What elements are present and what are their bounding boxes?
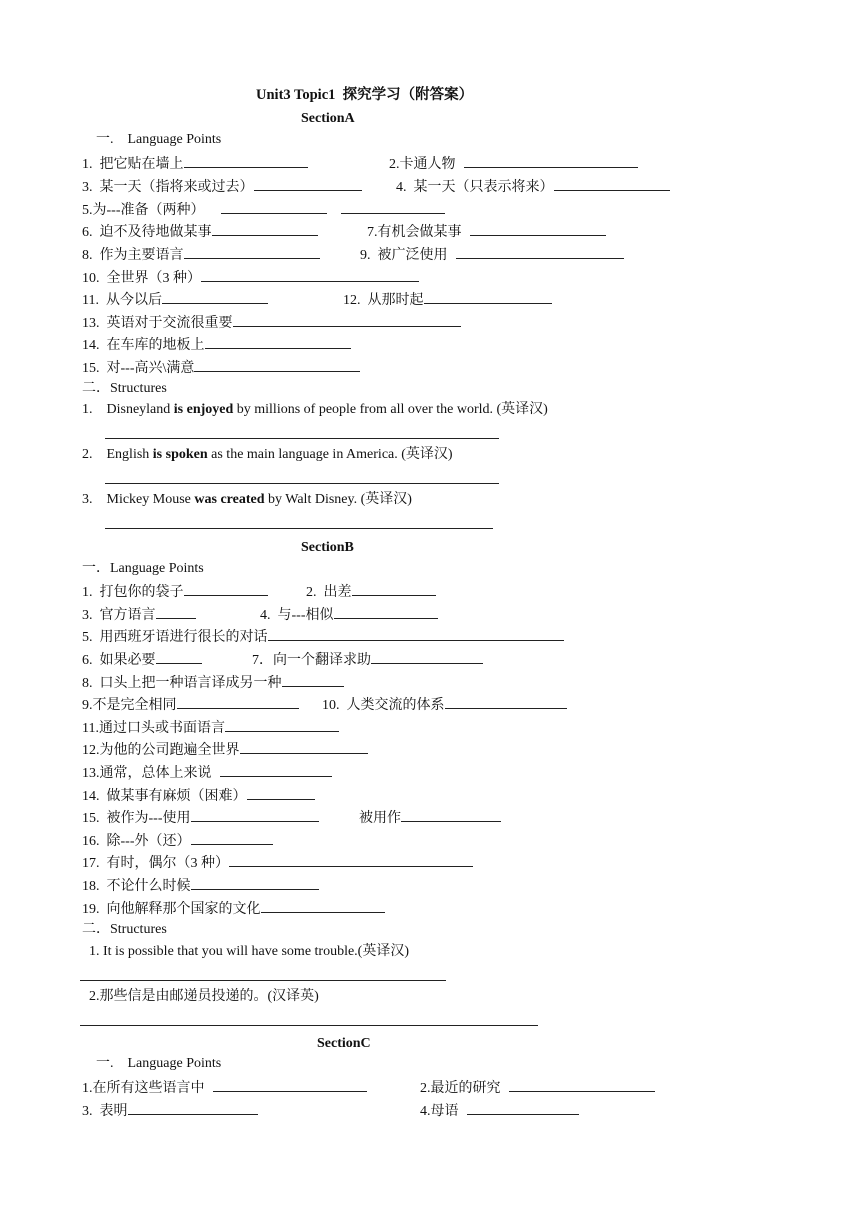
- answer-blank: [194, 358, 360, 372]
- answer-line: [80, 967, 446, 987]
- answer-blank: [213, 1078, 367, 1092]
- list-item: 8. 口头上把一种语言译成另一种: [82, 673, 344, 693]
- structure-sentence: 2.那些信是由邮递员投递的。(汉译英): [89, 989, 319, 1004]
- answer-blank: [509, 1078, 655, 1092]
- answer-blank: [191, 808, 319, 822]
- list-item: 10. 人类交流的体系: [322, 695, 567, 715]
- list-item: 11. 从今以后: [82, 290, 268, 310]
- answer-blank: [233, 313, 461, 327]
- list-item: 9.不是完全相同: [82, 695, 299, 715]
- structure-sentence: 3. Mickey Mouse was created by Walt Disney. (英译汉): [82, 492, 412, 507]
- list-item: 被用作: [359, 808, 501, 828]
- answer-blank: [191, 831, 273, 845]
- answer-blank: [205, 335, 351, 349]
- answer-blank: [191, 876, 319, 890]
- list-item: 17. 有时，偶尔（3 种）: [82, 853, 473, 873]
- list-item: 3. 表明: [82, 1101, 258, 1121]
- answer-line: [80, 1012, 538, 1032]
- section-a-heading: SectionA: [301, 111, 355, 126]
- answer-blank: [221, 200, 327, 214]
- list-item: 9. 被广泛使用: [360, 245, 624, 265]
- answer-blank: [282, 673, 344, 687]
- answer-blank: [240, 740, 368, 754]
- list-item: 3. 官方语言: [82, 605, 196, 625]
- section-c-heading: SectionC: [317, 1036, 371, 1051]
- answer-blank: [229, 853, 473, 867]
- list-item: 12. 从那时起: [343, 290, 552, 310]
- list-item: 14. 做某事有麻烦（困难）: [82, 786, 315, 806]
- list-item: 14. 在车库的地板上: [82, 335, 351, 355]
- list-item: 4. 某一天（只表示将来）: [396, 177, 670, 197]
- answer-blank: [184, 154, 308, 168]
- section-c-language-points-heading: 一. Language Points: [96, 1056, 222, 1071]
- list-item: 5. 用西班牙语进行很长的对话: [82, 627, 564, 647]
- answer-blank: [156, 650, 202, 664]
- section-b-language-points-heading: 一．Language Points: [82, 561, 204, 576]
- list-item: 1. 把它贴在墙上: [82, 154, 308, 174]
- answer-line: [105, 470, 499, 490]
- list-item: 15. 对---高兴\满意: [82, 358, 360, 378]
- list-item: 2.卡通人物: [389, 154, 638, 174]
- list-item: 16. 除---外（还）: [82, 831, 273, 851]
- list-item: 6. 如果必要: [82, 650, 202, 670]
- section-a-structures-heading: 二．Structures: [82, 381, 167, 396]
- structure-sentence: 2. English is spoken as the main language in America. (英译汉): [82, 447, 453, 462]
- list-item: 10. 全世界（3 种）: [82, 268, 419, 288]
- answer-blank: [184, 582, 268, 596]
- structure-sentence: 1. Disneyland is enjoyed by millions of people from all over the world. (英译汉): [82, 402, 548, 417]
- answer-blank: [470, 222, 606, 236]
- answer-blank: [162, 290, 268, 304]
- list-item: 5.为---准备（两种）: [82, 200, 445, 220]
- list-item: 1.在所有这些语言中: [82, 1078, 367, 1098]
- answer-blank: [467, 1101, 579, 1115]
- answer-blank: [254, 177, 362, 191]
- list-item: 2. 出差: [306, 582, 436, 602]
- answer-blank: [445, 695, 567, 709]
- list-item: 19. 向他解释那个国家的文化: [82, 899, 385, 919]
- list-item: 4. 与---相似: [260, 605, 438, 625]
- answer-blank: [554, 177, 670, 191]
- answer-blank: [341, 200, 445, 214]
- answer-blank: [201, 268, 419, 282]
- answer-blank: [212, 222, 318, 236]
- list-item: 15. 被作为---使用: [82, 808, 319, 828]
- answer-blank: [156, 605, 196, 619]
- answer-blank: [220, 763, 332, 777]
- document-title: Unit3 Topic1 探究学习（附答案）: [256, 87, 474, 103]
- list-item: 7.有机会做某事: [367, 222, 606, 242]
- list-item: 3. 某一天（指将来或过去）: [82, 177, 362, 197]
- list-item: 2.最近的研究: [420, 1078, 655, 1098]
- answer-blank: [456, 245, 624, 259]
- answer-blank: [352, 582, 436, 596]
- list-item: 11.通过口头或书面语言: [82, 718, 339, 738]
- list-item: 8. 作为主要语言: [82, 245, 320, 265]
- list-item: 13.通常，总体上来说: [82, 763, 332, 783]
- answer-blank: [247, 786, 315, 800]
- list-item: 4.母语: [420, 1101, 579, 1121]
- list-item: 13. 英语对于交流很重要: [82, 313, 461, 333]
- answer-blank: [177, 695, 299, 709]
- list-item: 1. 打包你的袋子: [82, 582, 268, 602]
- answer-blank: [334, 605, 438, 619]
- structure-sentence: 1. It is possible that you will have some trouble.(英译汉): [89, 944, 410, 959]
- answer-blank: [128, 1101, 258, 1115]
- list-item: 6. 迫不及待地做某事: [82, 222, 318, 242]
- section-a-language-points-heading: 一. Language Points: [96, 132, 222, 147]
- answer-blank: [371, 650, 483, 664]
- section-b-structures-heading: 二．Structures: [82, 922, 167, 937]
- list-item: 7．向一个翻译求助: [252, 650, 483, 670]
- answer-blank: [261, 899, 385, 913]
- answer-blank: [424, 290, 552, 304]
- list-item: 12.为他的公司跑遍全世界: [82, 740, 368, 760]
- answer-line: [105, 425, 499, 445]
- answer-blank: [401, 808, 501, 822]
- section-b-heading: SectionB: [301, 540, 354, 555]
- answer-line: [105, 515, 493, 535]
- list-item: 18. 不论什么时候: [82, 876, 319, 896]
- answer-blank: [184, 245, 320, 259]
- answer-blank: [225, 718, 339, 732]
- answer-blank: [268, 627, 564, 641]
- answer-blank: [464, 154, 638, 168]
